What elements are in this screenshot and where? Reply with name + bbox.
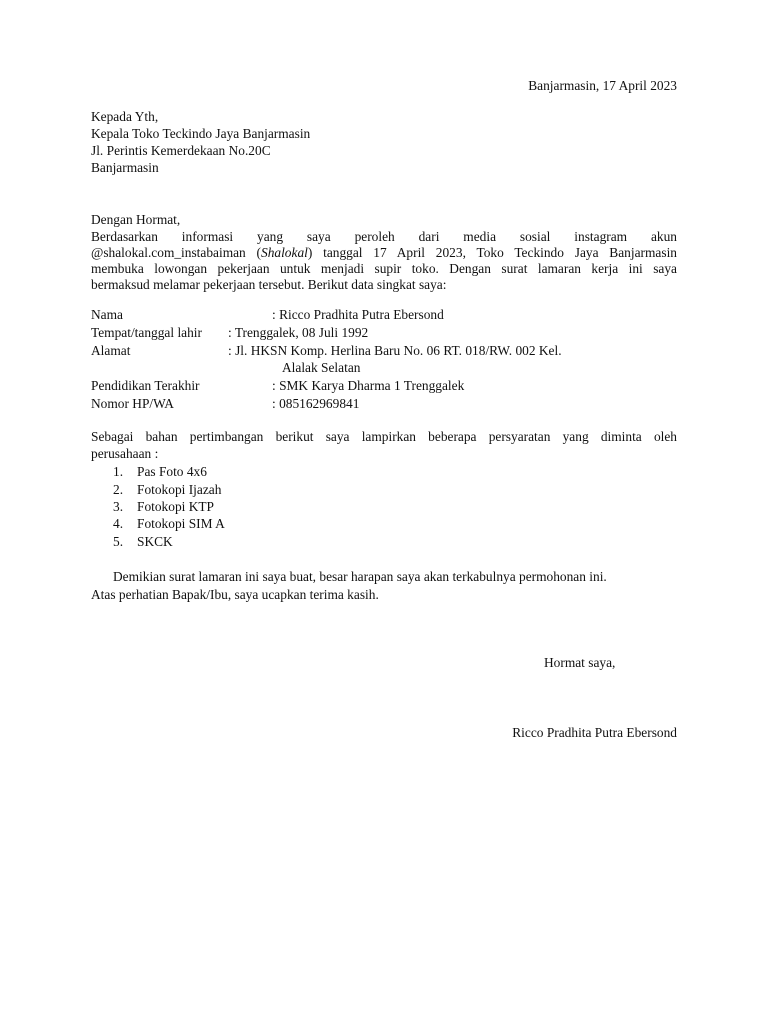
- signoff: Hormat saya,: [544, 655, 616, 670]
- field-value-birth: : Trenggalek, 08 Juli 1992: [228, 325, 369, 340]
- attachment-number: 2.: [113, 482, 124, 497]
- signature-name: Ricco Pradhita Putra Ebersond: [512, 725, 677, 740]
- intro-line-3: membuka lowongan pekerjaan untuk menjadi supir toko. Dengan surat lamaran kerja ini saya: [91, 261, 677, 276]
- place-date: Banjarmasin, 17 April 2023: [528, 78, 677, 93]
- field-label-phone: Nomor HP/WA: [91, 396, 174, 411]
- field-value-education: : SMK Karya Dharma 1 Trenggalek: [272, 378, 465, 393]
- attachment-number: 1.: [113, 464, 124, 479]
- closing-line-2: Atas perhatian Bapak/Ibu, saya ucapkan terima kasih.: [91, 587, 379, 602]
- recipient-to: Kepada Yth,: [91, 109, 159, 124]
- intro-line-2-italic: Shalokal: [261, 245, 308, 260]
- field-label-address: Alamat: [91, 343, 131, 358]
- attachments-intro-line-1: Sebagai bahan pertimbangan berikut saya lampirkan beberapa persyaratan yang diminta oleh: [91, 429, 677, 444]
- greeting: Dengan Hormat,: [91, 212, 181, 227]
- intro-line-2: [91, 245, 677, 261]
- attachment-item: Fotokopi Ijazah: [137, 482, 222, 497]
- recipient-title: Kepala Toko Teckindo Jaya Banjarmasin: [91, 126, 311, 141]
- attachment-item: Fotokopi KTP: [137, 499, 215, 514]
- attachments-intro-line-2: perusahaan :: [91, 446, 159, 461]
- attachment-item: Fotokopi SIM A: [137, 516, 225, 531]
- attachment-item: SKCK: [137, 534, 173, 549]
- field-value-name: : Ricco Pradhita Putra Ebersond: [272, 307, 444, 322]
- attachment-number: 5.: [113, 534, 124, 549]
- recipient-street: Jl. Perintis Kemerdekaan No.20C: [91, 143, 271, 158]
- field-label-name: Nama: [91, 307, 123, 322]
- attachment-item: Pas Foto 4x6: [137, 464, 207, 479]
- closing-line-1: Demikian surat lamaran ini saya buat, besar harapan saya akan terkabulnya permohonan ini.: [113, 569, 607, 584]
- intro-line-4: bermaksud melamar pekerjaan tersebut. Berikut data singkat saya:: [91, 277, 447, 292]
- field-value-address-cont: Alalak Selatan: [282, 360, 361, 375]
- field-label-birth: Tempat/tanggal lahir: [91, 325, 202, 340]
- field-value-address: : Jl. HKSN Komp. Herlina Baru No. 06 RT. 018/RW. 002 Kel.: [228, 343, 562, 358]
- intro-line-1: Berdasarkan informasi yang saya peroleh dari media sosial instagram akun: [91, 229, 677, 244]
- attachment-number: 3.: [113, 499, 124, 514]
- field-label-education: Pendidikan Terakhir: [91, 378, 200, 393]
- intro-line-2-post: ) tanggal 17 April 2023, Toko Teckindo Jaya Banjarmasin: [307, 245, 677, 260]
- field-value-phone: : 085162969841: [272, 396, 360, 411]
- intro-line-2-pre: @shalokal.com_instabaiman (: [91, 245, 261, 260]
- recipient-city: Banjarmasin: [91, 160, 159, 175]
- attachment-number: 4.: [113, 516, 124, 531]
